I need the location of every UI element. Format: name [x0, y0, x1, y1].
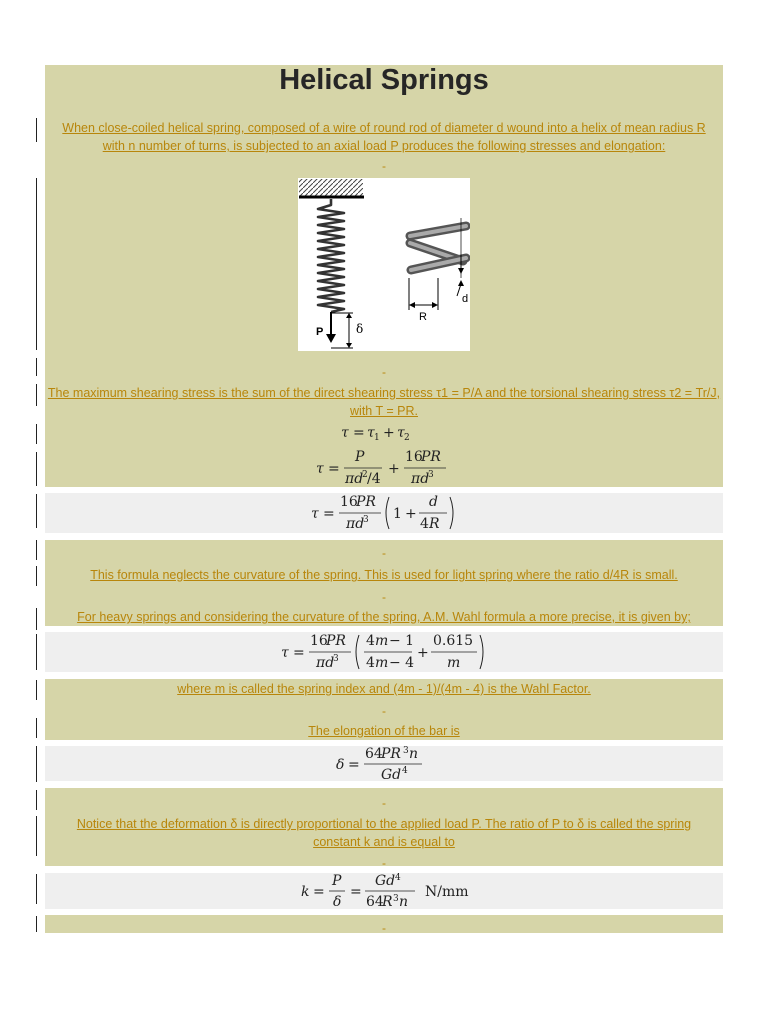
unit-label: N/mm — [425, 884, 469, 900]
load-label: P — [316, 326, 324, 338]
svg-text:2: 2 — [404, 433, 410, 443]
svg-text:πd: πd — [345, 471, 364, 487]
left-border-bar — [36, 718, 37, 738]
svg-text:d: d — [429, 494, 438, 510]
page-title: Helical Springs — [279, 64, 489, 96]
svg-text:PR: PR — [381, 746, 401, 762]
svg-text:3: 3 — [393, 894, 399, 904]
coil-section-icon — [410, 226, 466, 270]
fixed-support-icon — [299, 179, 363, 196]
left-border-bar — [36, 424, 37, 444]
formula-shear-expanded — [45, 448, 723, 488]
svg-text:+: + — [388, 461, 400, 477]
svg-text:=: = — [353, 425, 365, 441]
svg-text:R: R — [382, 894, 393, 910]
svg-text:− 1: − 1 — [389, 633, 415, 649]
svg-text:δ: δ — [336, 757, 345, 773]
svg-text:τ: τ — [311, 506, 319, 522]
svg-text:=: = — [313, 884, 325, 900]
svg-text:=: = — [348, 757, 360, 773]
elongation-text[interactable]: The elongation of the bar is — [308, 724, 460, 738]
svg-text:πd: πd — [411, 471, 430, 487]
svg-text:PR: PR — [326, 633, 346, 649]
separator-dash: - — [382, 921, 386, 935]
svg-text:64: 64 — [366, 894, 384, 910]
left-border-bar — [36, 540, 37, 560]
left-border-bar — [36, 790, 37, 810]
svg-text:τ: τ — [316, 461, 324, 477]
formula-shear-sum — [45, 422, 723, 444]
svg-text:πd: πd — [316, 655, 335, 671]
svg-text:4: 4 — [402, 766, 408, 776]
separator-dash: - — [382, 590, 386, 604]
left-border-bar — [36, 874, 37, 904]
left-border-bar — [36, 566, 37, 586]
svg-text:=: = — [293, 645, 305, 661]
svg-text:4: 4 — [366, 655, 375, 671]
svg-text:τ: τ — [397, 425, 405, 441]
svg-text:n: n — [409, 746, 419, 762]
left-border-bar — [36, 746, 37, 782]
left-border-bar — [36, 816, 37, 856]
svg-text:4: 4 — [420, 516, 429, 532]
separator-dash: - — [382, 365, 386, 379]
svg-text:m: m — [375, 633, 389, 649]
left-border-bar — [36, 178, 37, 350]
separator-dash: - — [382, 856, 386, 870]
deflection-label: δ — [356, 322, 364, 336]
left-border-bar — [36, 608, 37, 630]
svg-text:τ: τ — [341, 425, 349, 441]
radius-label: R — [419, 311, 427, 323]
svg-text:4: 4 — [395, 873, 401, 883]
left-border-bar — [36, 634, 37, 670]
heavy-spring-text[interactable]: For heavy springs and considering the curvature of the spring, A.M. Wahl formula a more precise, it is given by; — [77, 610, 691, 624]
svg-text:m: m — [375, 655, 389, 671]
notice-text[interactable]: Notice that the deformation δ is directly proportional to the applied load P. The ratio of P to δ is called the spring constant k and is equal to — [76, 817, 692, 849]
left-border-bar — [36, 384, 37, 406]
left-border-bar — [36, 494, 37, 528]
svg-text:PR: PR — [356, 494, 376, 510]
left-border-bar — [36, 358, 37, 376]
svg-text:+: + — [383, 425, 395, 441]
svg-text:τ: τ — [367, 425, 375, 441]
svg-text:m: m — [447, 655, 461, 671]
separator-dash: - — [382, 546, 386, 560]
svg-text:P: P — [355, 449, 365, 465]
svg-text:P: P — [332, 873, 342, 889]
svg-text:πd: πd — [346, 516, 365, 532]
separator-dash: - — [382, 159, 386, 173]
wire-diameter-label: d — [462, 293, 469, 305]
svg-text:Gd: Gd — [381, 767, 402, 783]
left-border-bar — [36, 916, 37, 932]
svg-text:16: 16 — [310, 633, 328, 649]
svg-text:4: 4 — [366, 633, 375, 649]
svg-text:3: 3 — [363, 515, 369, 525]
svg-text:1: 1 — [374, 433, 380, 443]
coil-spring-icon — [318, 199, 344, 312]
left-border-bar — [36, 452, 37, 486]
svg-text:16: 16 — [405, 449, 423, 465]
svg-text:PR: PR — [421, 449, 441, 465]
svg-text:+: + — [405, 506, 417, 522]
formula-shear-light-spring — [45, 493, 723, 533]
svg-text:1: 1 — [393, 506, 402, 522]
svg-text:=: = — [323, 506, 335, 522]
svg-text:3: 3 — [333, 654, 339, 664]
max-shear-text[interactable]: The maximum shearing stress is the sum of the direct shearing stress τ1 = P/A and the torsional shearing stress τ2 = Tr/J, with T = PR. — [47, 386, 721, 418]
left-border-bar — [36, 680, 37, 700]
svg-text:=: = — [350, 884, 362, 900]
separator-dash: - — [382, 796, 386, 810]
separator-dash: - — [382, 704, 386, 718]
formula-wahl — [45, 632, 723, 672]
svg-text:τ: τ — [281, 645, 289, 661]
svg-text:0.615: 0.615 — [433, 633, 474, 649]
svg-text:δ: δ — [333, 894, 342, 910]
intro-text[interactable]: When close-coiled helical spring, composed of a wire of round rod of diameter d wound into a helix of mean radius R with n number of turns, is subjected to an axial load P produces the following stresses and elongation: — [62, 121, 706, 153]
svg-text:k: k — [301, 884, 310, 900]
svg-text:2: 2 — [362, 470, 368, 480]
formula-spring-constant — [45, 873, 723, 909]
spring-figure — [298, 178, 470, 351]
svg-text:n: n — [399, 894, 409, 910]
svg-text:− 4: − 4 — [389, 655, 415, 671]
svg-text:R: R — [429, 516, 440, 532]
svg-text:3: 3 — [428, 470, 434, 480]
formula-elongation — [45, 746, 723, 782]
wahl-factor-text[interactable]: where m is called the spring index and (4m - 1)/(4m - 4) is the Wahl Factor. — [177, 682, 591, 696]
svg-text:+: + — [417, 645, 429, 661]
svg-text:64: 64 — [365, 746, 383, 762]
svg-text:Gd: Gd — [375, 873, 396, 889]
svg-text:/4: /4 — [367, 471, 381, 487]
svg-text:16: 16 — [340, 494, 358, 510]
svg-text:3: 3 — [403, 746, 409, 756]
svg-text:=: = — [328, 461, 340, 477]
neglect-text[interactable]: This formula neglects the curvature of the spring. This is used for light spring where the ratio d/4R is small. — [90, 568, 678, 582]
left-border-bar — [36, 118, 37, 142]
